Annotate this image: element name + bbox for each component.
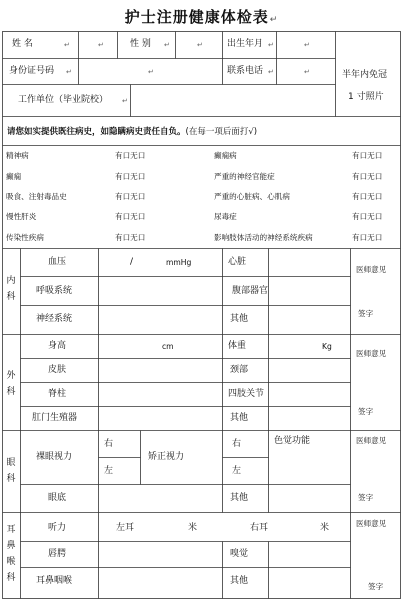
spine-field[interactable] — [100, 384, 221, 405]
anus-label: 肛门生殖器 — [32, 413, 78, 423]
gender-label: 性 别 — [130, 39, 151, 49]
naked-left-label: 左 — [104, 466, 114, 476]
weight-unit: Kg — [322, 342, 332, 351]
history-option[interactable]: 有口无口 — [115, 233, 146, 242]
history-option[interactable]: 有口无口 — [352, 172, 383, 181]
history-right-2: 严重的神经官能症 — [214, 172, 275, 181]
corrected-left-field[interactable] — [224, 459, 267, 483]
photo-line-2: 1 寸照片 — [348, 92, 384, 102]
nerve-field[interactable] — [100, 307, 221, 333]
cell-mark-icon: ↵ — [164, 41, 170, 49]
history-option[interactable]: 有口无口 — [352, 151, 383, 160]
left-ear-unit: 米 — [188, 523, 198, 533]
history-left-3: 吸食、注射毒品史 — [6, 192, 67, 201]
height-label: 身高 — [48, 341, 67, 351]
eye-other-field[interactable] — [270, 486, 349, 511]
history-right-4: 尿毒症 — [214, 212, 237, 221]
eye-other-label: 其他 — [230, 493, 249, 503]
corrected-right-label: 右 — [232, 439, 242, 449]
corrected-vision-label: 矫正视力 — [148, 452, 185, 462]
photo-line-1: 半年内免冠 — [342, 70, 388, 80]
section-internal-label: 内 科 — [6, 276, 16, 302]
id-label: 身份证号码 — [9, 66, 55, 76]
history-right-1: 癫痫病 — [214, 151, 237, 160]
spine-label: 脊柱 — [48, 389, 67, 399]
ent-other-label: 其他 — [230, 576, 249, 586]
history-left-1: 精神病 — [6, 151, 29, 160]
right-ear-unit: 米 — [320, 523, 330, 533]
doctor-opinion-label: 医师意见 — [356, 519, 387, 528]
cell-mark-icon: ↵ — [268, 68, 274, 76]
signature-label: 签字 — [358, 309, 374, 318]
heart-label: 心脏 — [228, 257, 247, 267]
cell-mark-icon: ↵ — [304, 68, 310, 76]
cell-mark-icon: ↵ — [98, 41, 104, 49]
lips-label: 唇腭 — [48, 549, 67, 559]
hearing-label: 听力 — [48, 523, 67, 533]
internal-other-label: 其他 — [230, 314, 249, 324]
history-left-5: 传染性疾病 — [6, 233, 44, 242]
bp-label: 血压 — [48, 257, 67, 267]
section-ent-label: 耳 鼻 喉 科 — [6, 525, 16, 583]
cell-mark-icon: ↵ — [148, 68, 154, 76]
throat-field[interactable] — [100, 569, 221, 597]
history-right-5: 影响肢体活动的神经系统疾病 — [214, 233, 313, 242]
notice-text: 请您如实提供既往病史，如隐瞒病史责任自负。(在每一项后面打√) — [7, 127, 258, 137]
limbs-label: 四肢关节 — [228, 389, 265, 399]
doctor-opinion-label: 医师意见 — [356, 436, 387, 445]
lips-field[interactable] — [100, 543, 221, 566]
neck-field[interactable] — [270, 360, 349, 381]
neck-label: 颈部 — [230, 365, 249, 375]
left-ear-field[interactable] — [140, 514, 186, 540]
section-surgery-label: 外 科 — [6, 371, 16, 397]
surgery-other-label: 其他 — [230, 413, 249, 423]
surgery-other-field[interactable] — [270, 408, 349, 429]
corrected-left-label: 左 — [232, 466, 242, 476]
internal-other-field[interactable] — [270, 307, 349, 333]
right-ear-field[interactable] — [274, 514, 318, 540]
abdomen-label: 腹部器官 — [232, 286, 269, 296]
history-option[interactable]: 有口无口 — [352, 233, 383, 242]
naked-right-field[interactable] — [100, 432, 139, 456]
ent-other-field[interactable] — [270, 569, 349, 597]
naked-vision-label: 裸眼视力 — [36, 452, 73, 462]
history-right-3: 严重的心脏病、心肌病 — [214, 192, 290, 201]
nerve-label: 神经系统 — [36, 314, 73, 324]
history-left-4: 慢性肝炎 — [6, 212, 37, 221]
right-ear-label: 右耳 — [250, 523, 269, 533]
naked-left-field[interactable] — [100, 459, 139, 483]
weight-label: 体重 — [228, 341, 247, 351]
doctor-opinion-label: 医师意见 — [356, 349, 387, 358]
history-option[interactable]: 有口无口 — [115, 212, 146, 221]
history-option[interactable]: 有口无口 — [115, 151, 146, 160]
smell-label: 嗅觉 — [230, 549, 249, 559]
skin-field[interactable] — [100, 360, 221, 381]
cell-mark-icon: ↵ — [197, 41, 203, 49]
phone-label: 联系电话 — [227, 66, 264, 76]
height-unit: cm — [162, 342, 174, 351]
history-option[interactable]: 有口无口 — [352, 212, 383, 221]
form-title: 护士注册健康体检表↵ — [124, 8, 279, 26]
resp-label: 呼吸系统 — [36, 286, 73, 296]
height-field[interactable] — [100, 336, 221, 357]
naked-right-label: 右 — [104, 439, 114, 449]
signature-label: 签字 — [358, 493, 374, 502]
signature-label: 签字 — [368, 582, 384, 591]
anus-field[interactable] — [100, 408, 221, 429]
weight-field[interactable] — [270, 336, 349, 357]
resp-field[interactable] — [100, 278, 221, 304]
corrected-right-field[interactable] — [224, 432, 267, 456]
left-ear-label: 左耳 — [116, 523, 135, 533]
heart-field[interactable] — [270, 250, 349, 275]
history-option[interactable]: 有口无口 — [115, 192, 146, 201]
bp-unit: mmHg — [166, 258, 192, 267]
abdomen-field[interactable] — [270, 278, 349, 304]
work-label: 工作单位（毕业院校） — [18, 95, 109, 105]
cell-mark-icon: ↵ — [304, 41, 310, 49]
history-option[interactable]: 有口无口 — [352, 192, 383, 201]
cell-mark-icon: ↵ — [64, 41, 70, 49]
section-eye-label: 眼 科 — [6, 458, 16, 484]
birth-label: 出生年月 — [227, 39, 264, 49]
cell-mark-icon: ↵ — [122, 97, 128, 105]
limbs-field[interactable] — [270, 384, 349, 405]
name-label: 姓 名 — [12, 39, 33, 49]
smell-field[interactable] — [270, 543, 349, 566]
cell-mark-icon: ↵ — [268, 41, 274, 49]
history-option[interactable]: 有口无口 — [115, 172, 146, 181]
throat-label: 耳鼻咽喉 — [36, 576, 73, 586]
color-vision-field[interactable] — [270, 448, 349, 483]
fundus-label: 眼底 — [48, 493, 67, 503]
color-vision-label: 色觉功能 — [274, 436, 311, 446]
bp-field[interactable] — [100, 250, 221, 275]
signature-label: 签字 — [358, 407, 374, 416]
paragraph-mark-icon: ↵ — [269, 15, 279, 25]
cell-mark-icon: ↵ — [66, 68, 72, 76]
doctor-opinion-label: 医师意见 — [356, 265, 387, 274]
work-field[interactable] — [132, 86, 334, 115]
bp-separator: / — [130, 257, 134, 267]
fundus-field[interactable] — [100, 486, 221, 511]
skin-label: 皮肤 — [48, 365, 67, 375]
history-left-2: 癫痫 — [6, 172, 22, 181]
